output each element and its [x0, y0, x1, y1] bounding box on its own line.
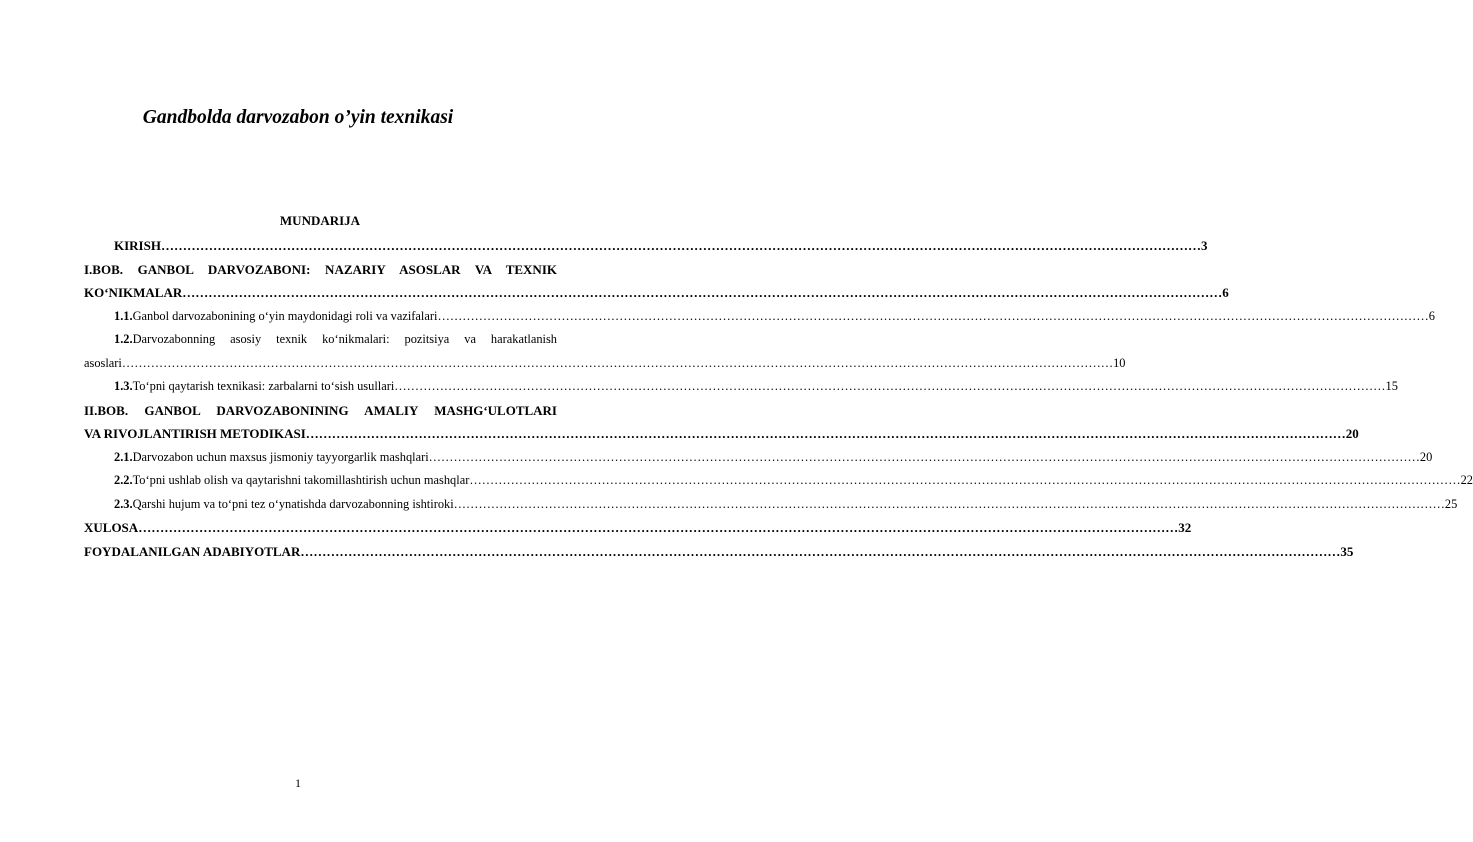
toc-page-number: 20	[1345, 426, 1359, 441]
toc-section-number: 1.3.	[114, 379, 133, 393]
toc-section-number: 1.1.	[114, 308, 133, 323]
toc-leader-dots: ……………………………………………………………………………………………………………………………………………………………………………………………………………………	[300, 543, 1341, 559]
toc-section-number: 2.3.	[114, 496, 133, 511]
toc-entry-label: KIRISH	[114, 238, 161, 253]
toc-entry-2-3[interactable]	[84, 493, 1458, 517]
toc-section-number: 2.2.	[114, 473, 133, 487]
toc-entry-bob2-cont[interactable]	[84, 422, 1359, 446]
page-number: 1	[295, 776, 301, 790]
toc-entry-1-2-cont[interactable]	[84, 352, 1126, 376]
toc-leader-dots: ……………………………………………………………………………………………………………………………………………………………………………………………………………………	[394, 379, 1386, 393]
toc-entry-kirish[interactable]	[84, 234, 1208, 258]
toc-section-number: 1.2.	[114, 332, 133, 346]
toc-page-number: 25	[1444, 496, 1458, 511]
toc-entry-bob1-cont[interactable]	[84, 281, 1229, 305]
toc-page-number: 6	[1428, 308, 1435, 323]
toc-heading: MUNDARIJA	[279, 213, 361, 228]
toc-entry-label: XULOSA	[84, 520, 139, 535]
toc-entry-label: Ganbol darvozabonining o‘yin maydonidagi roli va vazifalari	[132, 308, 438, 323]
toc-entry-1-3[interactable]	[84, 375, 1398, 399]
toc-leader-dots: ……………………………………………………………………………………………………………………………………………………………………………………………………………………	[182, 285, 1223, 300]
toc-entry-label: asoslari	[84, 355, 122, 370]
toc-page-number: 3	[1200, 238, 1208, 253]
toc-leader-dots: ……………………………………………………………………………………………………………………………………………………………………………………………………………………	[428, 449, 1420, 464]
document-title: Gandbolda darvozabon o’yin texnikasi	[142, 107, 454, 128]
table-of-contents	[84, 234, 1473, 563]
toc-leader-dots: ……………………………………………………………………………………………………………………………………………………………………………………………………………………	[437, 308, 1429, 323]
toc-entry-1-2[interactable]	[84, 328, 557, 352]
toc-page-number: 35	[1340, 543, 1354, 559]
toc-entry-label: To‘pni ushlab olish va qaytarishni takomillashtirish uchun mashqlar	[132, 473, 470, 487]
toc-entry-label: To‘pni qaytarish texnikasi: zarbalarni to‘sish usullari	[132, 379, 395, 393]
toc-page-number: 15	[1385, 379, 1398, 393]
toc-leader-dots: ……………………………………………………………………………………………………………………………………………………………………………………………………………………	[453, 496, 1445, 511]
toc-entry-1-1[interactable]	[84, 305, 1435, 329]
toc-entry-label: KO‘NIKMALAR	[84, 285, 183, 300]
toc-entry-label: FOYDALANILGAN ADABIYOTLAR	[84, 543, 301, 559]
toc-leader-dots: ……………………………………………………………………………………………………………………………………………………………………………………………………………………	[305, 426, 1346, 441]
toc-entry-2-1[interactable]	[84, 446, 1433, 470]
toc-entry-adabiyotlar[interactable]	[84, 540, 1354, 564]
toc-page-number: 6	[1222, 285, 1229, 300]
toc-entry-xulosa[interactable]	[84, 516, 1192, 540]
toc-leader-dots: ……………………………………………………………………………………………………………………………………………………………………………………………………………………	[160, 238, 1201, 253]
toc-entry-label: I.BOB. GANBOL DARVOZABONI: NAZARIY ASOSLAR VA TEXNIK	[84, 261, 557, 277]
toc-leader-dots: ……………………………………………………………………………………………………………………………………………………………………………………………………………………	[121, 355, 1114, 370]
toc-entry-bob2[interactable]	[84, 399, 557, 423]
toc-entry-bob1[interactable]	[84, 258, 557, 282]
toc-entry-label: II.BOB. GANBOL DARVOZABONINING AMALIY MASHG‘ULOTLARI	[84, 402, 557, 418]
toc-page-number: 32	[1178, 520, 1192, 535]
toc-entry-label: VA RIVOJLANTIRISH METODIKASI	[84, 426, 306, 441]
toc-page-number: 10	[1113, 355, 1126, 370]
toc-entry-label: Qarshi hujum va to‘pni tez o‘ynatishda darvozabonning ishtiroki	[132, 496, 454, 511]
toc-entry-2-2[interactable]	[84, 469, 1473, 493]
toc-entry-label: Darvozabon uchun maxsus jismoniy tayyorgarlik mashqlari	[132, 449, 429, 464]
toc-section-number: 2.1.	[114, 449, 133, 464]
toc-page-number: 22	[1460, 473, 1473, 487]
toc-entry-label: Darvozabonning asosiy texnik ko‘nikmalari: pozitsiya va harakatlanish	[132, 332, 557, 346]
toc-leader-dots: ……………………………………………………………………………………………………………………………………………………………………………………………………………………	[138, 520, 1179, 535]
toc-page-number: 20	[1419, 449, 1433, 464]
toc-leader-dots: ……………………………………………………………………………………………………………………………………………………………………………………………………………………	[469, 473, 1461, 487]
